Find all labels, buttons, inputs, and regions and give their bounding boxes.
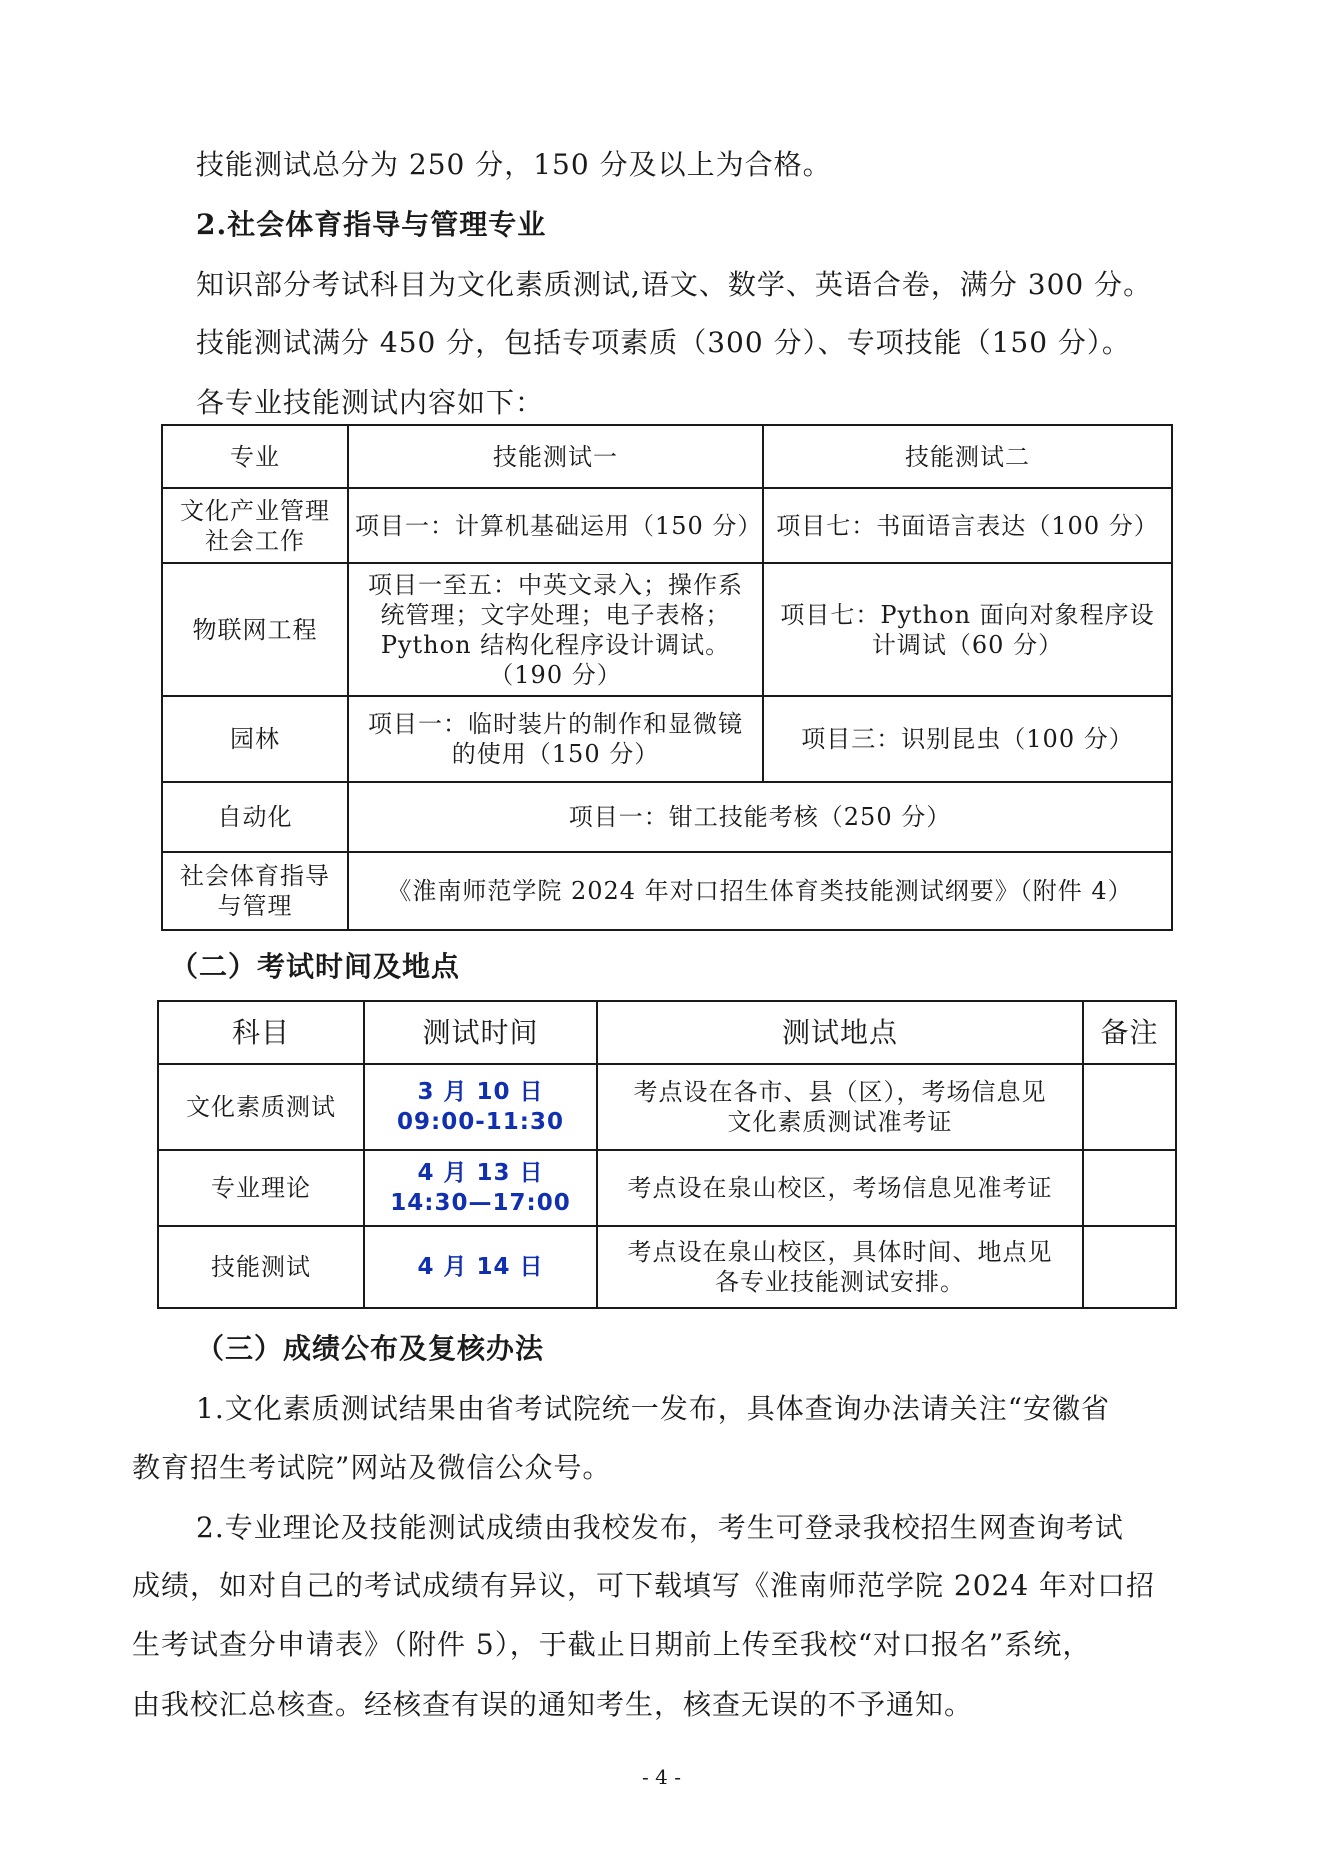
score-paragraph-2-line: 2.专业理论及技能测试成绩由我校发布，考生可登录我校招生网查询考试 (196, 1511, 1124, 1544)
table-row (158, 1226, 1176, 1308)
cell-line: 项目一：临时装片的制作和显微镜 (368, 710, 743, 738)
cell-line: 项目七：书面语言表达（100 分） (776, 511, 1159, 540)
score-paragraph-1-line: 1.文化素质测试结果由省考试院统一发布，具体查询办法请关注“安徽省 (196, 1392, 1111, 1425)
section-heading-exam-time: （二）考试时间及地点 (170, 950, 461, 983)
header-test-time: 测试时间 (364, 1001, 597, 1064)
header-major: 专业 (162, 425, 348, 488)
remarks-cell (1083, 1150, 1176, 1226)
merged-skill-cell (348, 852, 1172, 930)
major-line: 物联网工程 (192, 615, 318, 644)
major-cell (162, 563, 348, 696)
cell-line: 项目一：计算机基础运用（150 分） (355, 511, 763, 540)
cell-line: 项目七：Python 面向对象程序设 (780, 600, 1155, 629)
skills-table (161, 424, 1173, 931)
cell-line: 项目一至五：中英文录入；操作系 (368, 570, 743, 599)
table-row (158, 1150, 1176, 1226)
table-row (162, 696, 1172, 782)
cell-line: 项目一：钳工技能考核（250 分） (568, 803, 952, 831)
major-line: 自动化 (217, 803, 293, 831)
time-cell (364, 1150, 597, 1226)
subject-cell: 专业理论 (158, 1150, 364, 1226)
cell-line: Python 结构化程序设计调试。 (380, 630, 731, 659)
table-row (162, 563, 1172, 696)
table-header-row (162, 425, 1172, 488)
cell-line: 统管理；文字处理；电子表格； (380, 600, 731, 629)
time-cell (364, 1064, 597, 1150)
cell-line: 的使用（150 分） (451, 740, 660, 768)
major-line: 与管理 (217, 892, 293, 920)
section-heading-score: （三）成绩公布及复核办法 (196, 1332, 545, 1365)
major-cell (162, 852, 348, 930)
major-cell (162, 696, 348, 782)
time-range: 09:00-11:30 (397, 1109, 564, 1135)
time-date: 4 月 14 日 (417, 1254, 544, 1280)
header-test-location: 测试地点 (597, 1001, 1083, 1064)
cell-line: 文化素质测试准考证 (727, 1108, 953, 1136)
time-date: 4 月 13 日 (417, 1160, 544, 1186)
major-cell (162, 782, 348, 852)
skill-test-1-cell (348, 696, 763, 782)
score-paragraph-2-line: 由我校汇总核查。经核查有误的通知考生，核查无误的不予通知。 (132, 1688, 974, 1721)
cell-line: 考点设在各市、县（区），考场信息见 (633, 1078, 1047, 1106)
subject-cell: 技能测试 (158, 1226, 364, 1308)
major-cell (162, 488, 348, 563)
location-cell (597, 1064, 1083, 1150)
table-row (158, 1064, 1176, 1150)
cell-line: 计调试（60 分） (871, 630, 1064, 659)
section-heading-sports: 2.社会体育指导与管理专业 (196, 208, 547, 241)
cell-line: 各专业技能测试安排。 (715, 1268, 965, 1296)
time-date: 3 月 10 日 (417, 1079, 544, 1105)
table-row (162, 488, 1172, 563)
major-line: 社会工作 (205, 526, 305, 555)
location-cell (597, 1226, 1083, 1308)
skill-test-2-cell (763, 488, 1172, 563)
table-header-row (158, 1001, 1176, 1064)
major-line: 园林 (230, 725, 280, 753)
table-row (162, 852, 1172, 930)
cell-line: 考点设在泉山校区，具体时间、地点见 (627, 1238, 1053, 1266)
skill-test-2-cell (763, 563, 1172, 696)
header-skill-test-1: 技能测试一 (348, 425, 763, 488)
time-cell (364, 1226, 597, 1308)
skill-test-2-cell (763, 696, 1172, 782)
cell-line: 考点设在泉山校区，考场信息见准考证 (627, 1174, 1053, 1202)
skill-test-1-cell (348, 488, 763, 563)
header-skill-test-2: 技能测试二 (763, 425, 1172, 488)
score-paragraph-1-line: 教育招生考试院”网站及微信公众号。 (132, 1451, 612, 1484)
cell-line: （190 分） (489, 660, 622, 689)
score-paragraph-2-line: 成绩，如对自己的考试成绩有异议，可下载填写《淮南师范学院 2024 年对口招 (132, 1569, 1156, 1602)
skill-test-1-cell (348, 563, 763, 696)
header-subject: 科目 (158, 1001, 364, 1064)
cell-line: 《淮南师范学院 2024 年对口招生体育类技能测试纲要》（附件 4） (387, 877, 1133, 905)
paragraph-skill-exam: 技能测试满分 450 分，包括专项素质（300 分）、专项技能（150 分）。 (196, 326, 1131, 359)
subject-cell: 文化素质测试 (158, 1064, 364, 1150)
page-number: - 4 - (642, 1765, 681, 1789)
table-row (162, 782, 1172, 852)
remarks-cell (1083, 1226, 1176, 1308)
location-cell (597, 1150, 1083, 1226)
header-remarks: 备注 (1083, 1001, 1176, 1064)
paragraph-table-intro: 各专业技能测试内容如下： (196, 386, 545, 419)
major-line: 文化产业管理 (180, 496, 330, 525)
paragraph-total-score: 技能测试总分为 250 分，150 分及以上为合格。 (196, 148, 832, 181)
remarks-cell (1083, 1064, 1176, 1150)
major-line: 社会体育指导 (180, 862, 330, 890)
cell-line: 项目三：识别昆虫（100 分） (801, 725, 1134, 753)
score-paragraph-2-line: 生考试查分申请表》（附件 5），于截止日期前上传至我校“对口报名”系统， (132, 1628, 1092, 1661)
paragraph-knowledge-exam: 知识部分考试科目为文化素质测试,语文、数学、英语合卷，满分 300 分。 (196, 268, 1153, 301)
time-range: 14:30—17:00 (390, 1190, 571, 1216)
exam-schedule-table (157, 1000, 1177, 1309)
merged-skill-cell (348, 782, 1172, 852)
